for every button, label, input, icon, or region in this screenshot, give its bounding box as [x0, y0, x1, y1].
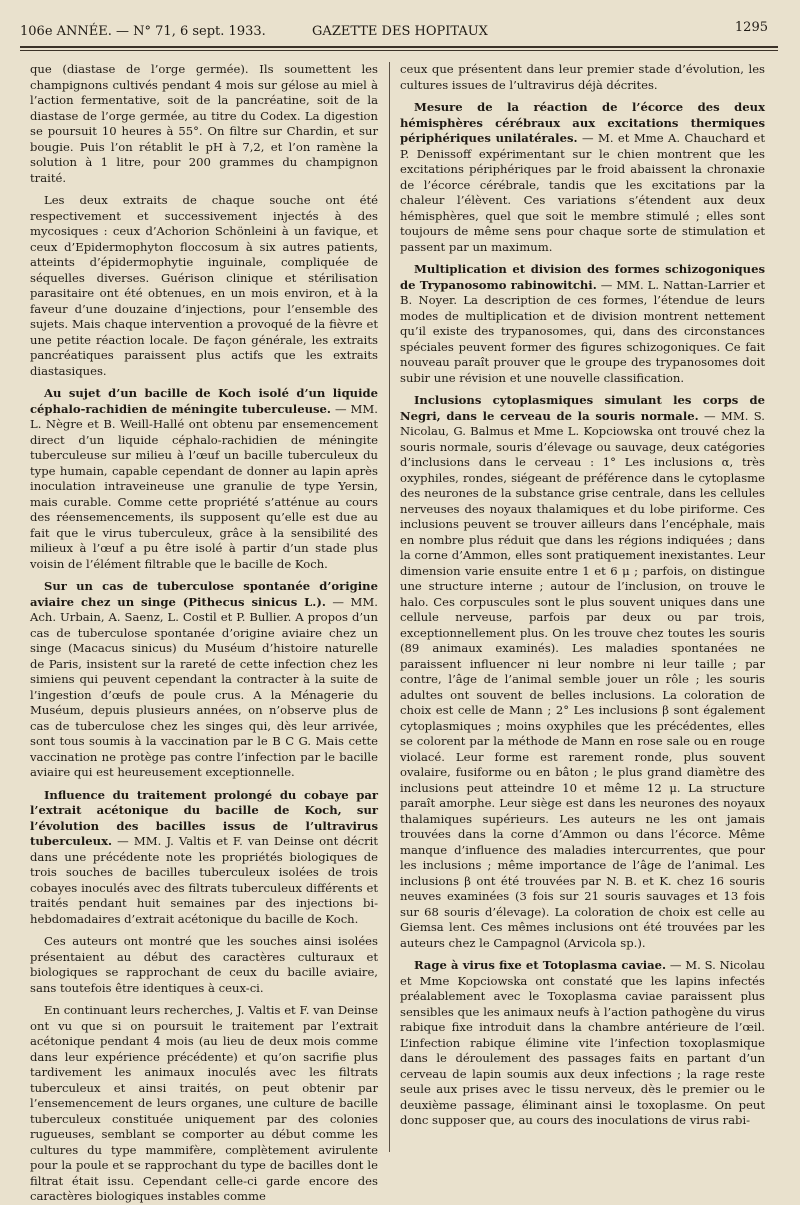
journal-title: GAZETTE DES HOPITAUX — [312, 24, 488, 39]
article-title: Inclusions cytoplasmiques simulant les corps de Negri, dans le cerveau de la souris normale. — [400, 393, 765, 423]
left-column — [30, 62, 379, 1203]
issue-info: 106e ANNÉE. — N° 71, 6 sept. 1933. — [20, 24, 266, 39]
article-title: Au sujet d’un bacille de Koch isolé d’un liquide céphalo-rachidien de méningite tuberculeuse. — [30, 386, 378, 416]
article-title: Sur un cas de tuberculose spontanée d’origine aviaire chez un singe (Pithecus sinicus L.). — [30, 579, 378, 609]
header-rule-thin — [20, 50, 778, 51]
article-title: Rage à virus fixe et Totoplasma caviae. — [414, 958, 667, 972]
article-title: Influence du traitement prolongé du cobaye par l’extrait acétonique du bacille de Koch, sur l’évolution des bacilles issus de l’ultravirus tuberculeux. — [30, 787, 378, 848]
article-title: Multiplication et division des formes schizogoniques de Trypanosomo rabinowitchi. — [400, 262, 765, 292]
article: Inclusions cytoplasmiques simulant les corps de Negri, dans le cerveau de la souris normale. — MM. S. Nicolau, G. Balmus et Mme L. Kopciowska ont trouvé chez la souris normale, souris d’élevage ou sauvage, deux catégories d’inclusions dans le cerveau : 1° Les inclusions α, très oxyphiles, rondes, siégeant de préférence dans le cytoplasme des neurones de la substance grise centrale, dans les cellules nerveuses des noyaux thalamiques et du lobe piriforme. Ces inclusions peuvent se trouver ailleurs dans l’encéphale, mais en nombre plus réduit que dans les régions indiquées ; dans la corne d’Ammon, elles sont pratiquement inexistantes. Leur dimension varie ensuite entre 1 et 6 μ ; parfois, on distingue une structure interne ; autour de l’inclusion, on trouve le halo. Ces corpuscules sont le plus souvent uniques dans une cellule nerveuse, parfois par deux ou par trois, exceptionnellement plus. On les trouve chez toutes les souris (89 animaux examinés). Les maladies spontanées ne paraissent influencer ni leur nombre ni leur taille ; par contre, l’âge de l’animal semble jouer un rôle ; les souris adultes ont souvent de belles inclusions. La coloration de choix est celle de Mann ; 2° Les inclusions β sont également cytoplasmiques ; moins oxyphiles que les précédentes, elles se colorent par la méthode de Mann en rose sale ou en rouge violacé. Leur forme est rarement ronde, plus souvent ovalaire, fusiforme ou en bâton ; le plus grand diamètre des inclusions peut atteindre 10 et même 12 μ. La structure paraît amorphe. Leur siège est dans les neurones des noyaux thalamiques supérieurs. Les auteurs ne les ont jamais trouvées dans la corne d’Ammon ou dans l’écorce. Même manque d’influence des maladies intercurrentes, que pour les inclusions ; même importance de l’âge de l’animal. Les inclusions β ont été trouvées par N. B. et K. chez 16 souris neuves examinées (3 fois sur 21 souris sauvages et 13 fois sur 68 souris d’élevage). La coloration de choix est celle au Giemsa lent. Ces mêmes inclusions ont été trouvées par les auteurs chez le Campagnol (Arvicola sp.). — [400, 393, 765, 950]
page-number: 1295 — [734, 20, 768, 35]
article: Rage à virus fixe et Totoplasma caviae. — M. S. Nicolau et Mme Kopciowska ont constaté que les lapins infectés préalablement avec le Toxoplasma caviae paraissent plus sensibles que les animaux neufs à l’action pathogène du virus rabique fixe introduit dans la chambre antérieure de l’œil. L’infection rabique élimine vite l’infection toxoplasmique dans le déroulement des passages faits en partant d’un cerveau de lapin soumis aux deux infections ; la rage reste seule aux prises avec le tissu nerveux, dès le premier ou le deuxième passage, éliminant ainsi le toxoplasme. On peut donc supposer que, au cours des inoculations de virus rabi- — [400, 958, 765, 1127]
column-divider — [389, 62, 390, 1152]
header-rule — [20, 46, 778, 48]
paragraph: ceux que présentent dans leur premier stade d’évolution, les cultures issues de l’ultravirus déjà décrites. — [400, 62, 765, 92]
paragraph: En continuant leurs recherches, J. Valtis et F. van Deinse ont vu que si on poursuit le traitement par l’extrait acétonique pendant 4 mois (au lieu de deux mois comme dans leur expérience précédente) et qu’on sacrifie plus tardivement les animaux inoculés avec les filtrats tuberculeux et ainsi traités, on peut obtenir par l’ensemencement de leurs organes, une culture de bacille tuberculeux constituée uniquement par des colonies rugueuses, semblant se comporter au début comme les cultures du type mammifère, complètement avirulente pour la poule et se rapprochant du type de bacilles dont le filtrat était issu. Cependant celle-ci garde encore des caractères biologiques instables comme — [30, 1003, 378, 1203]
article: Sur un cas de tuberculose spontanée d’origine aviaire chez un singe (Pithecus sinicus L.). — MM. Ach. Urbain, A. Saenz, L. Costil et P. Bullier. A propos d’un cas de tuberculose spontanée d’origine aviaire chez un singe (Macacus sinicus) du Muséum d’histoire naturelle de Paris, insistent sur la rareté de cette infection chez les simiens qui peuvent cependant la contracter à la suite de l’ingestion d’œufs de poule crus. A la Ménagerie du Muséum, depuis plusieurs années, on n’observe plus de cas de tuberculose chez les singes qui, dès leur arrivée, sont tous soumis à la vaccination par le B C G. Mais cette vaccination ne protège pas contre l’infection par le bacille aviaire qui est heureusement exceptionnelle. — [30, 579, 378, 779]
article: Multiplication et division des formes schizogoniques de Trypanosomo rabinowitchi. — MM. L. Nattan-Larrier et B. Noyer. La description de ces formes, l’étendue de leurs modes de multiplication et de division montrent nettement qu’il existe des trypanosomes, qui, dans des circonstances spéciales peuvent former des figures schizogoniques. Ce fait nouveau paraît prouver que le groupe des trypanosomes doit subir une révision et une nouvelle classification. — [400, 262, 765, 385]
paragraph: Ces auteurs ont montré que les souches ainsi isolées présentaient au début des caractères culturaux et biologiques se rapprochant de ceux du bacille aviaire, sans toutefois être identiques à ceux-ci. — [30, 934, 378, 995]
page-header — [20, 20, 780, 42]
article: Au sujet d’un bacille de Koch isolé d’un liquide céphalo-rachidien de méningite tuberculeuse. — MM. L. Nègre et B. Weill-Hallé ont obtenu par ensemencement direct d’un liquide céphalo-rachidien de méningite tuberculeuse sur milieu à l’œuf un bacille tuberculeux du type humain, capable cependant de donner au lapin après inoculation intraveineuse une granulie de type Yersin, mais curable. Comme cette propriété s’atténue au cours des réensemencements, ils supposent qu’elle est due au fait que le virus tuberculeux, grâce à la sensibilité des milieux à l’œuf a pu être isolé à partir d’un stade plus voisin de l’élément filtrable que le bacille de Koch. — [30, 386, 378, 571]
article: Mesure de la réaction de l’écorce des deux hémisphères cérébraux aux excitations thermiques périphériques unilatérales. — M. et Mme A. Chauchard et P. Denissoff expérimentant sur le chien montrent que les excitations périphériques par le froid abaissent la chronaxie de l’écorce cérébrale, tandis que les excitations par la chaleur l’élèvent. Ces variations s’étendent aux deux hémisphères, quel que soit le membre stimulé ; elles sont toujours de même sens pour chaque sorte de stimulation et passent par un maximum. — [400, 100, 765, 254]
right-column — [400, 62, 765, 1157]
paragraph: Les deux extraits de chaque souche ont été respectivement et successivement injectés à des mycosiques : ceux d’Achorion Schönleini à un favique, et ceux d’Epidermophyton floccosum à six autres patients, atteints d’épidermophytie inguinale, compliquée de séquelles diverses. Guérison clinique et stérilisation parasitaire ont été obtenues, en un mois environ, et à la faveur d’une douzaine d’injections, pour l’ensemble des sujets. Mais chaque intervention a provoqué de la fièvre et une petite réaction locale. De façon générale, les extraits pancréatiques paraissent plus actifs que les extraits diastasiques. — [30, 193, 378, 378]
paragraph: que (diastase de l’orge germée). Ils soumettent les champignons cultivés pendant 4 mois sur gélose au miel à l’action fermentative, soit de la pancréatine, soit de la diastase de l’orge germée, au titre du Codex. La digestion se poursuit 10 heures à 55°. On filtre sur Chardin, et sur bougie. Puis l’on rétablit le pH à 7,2, et l’on ramène la solution à 1 litre, pour 200 grammes du champignon traité. — [30, 62, 378, 185]
article-title: Mesure de la réaction de l’écorce des deux hémisphères cérébraux aux excitations thermiques périphériques unilatérales. — [400, 100, 765, 145]
article: Influence du traitement prolongé du cobaye par l’extrait acétonique du bacille de Koch, sur l’évolution des bacilles issus de l’ultravirus tuberculeux. — MM. J. Valtis et F. van Deinse ont décrit dans une précédente note les propriétés biologiques de trois souches de bacilles tuberculeux isolées de trois cobayes inoculés avec des filtrats tuberculeux différents et traités pendant huit semaines par des injections bi-hebdomadaires d’extrait acétonique du bacille de Koch. — [30, 787, 379, 926]
